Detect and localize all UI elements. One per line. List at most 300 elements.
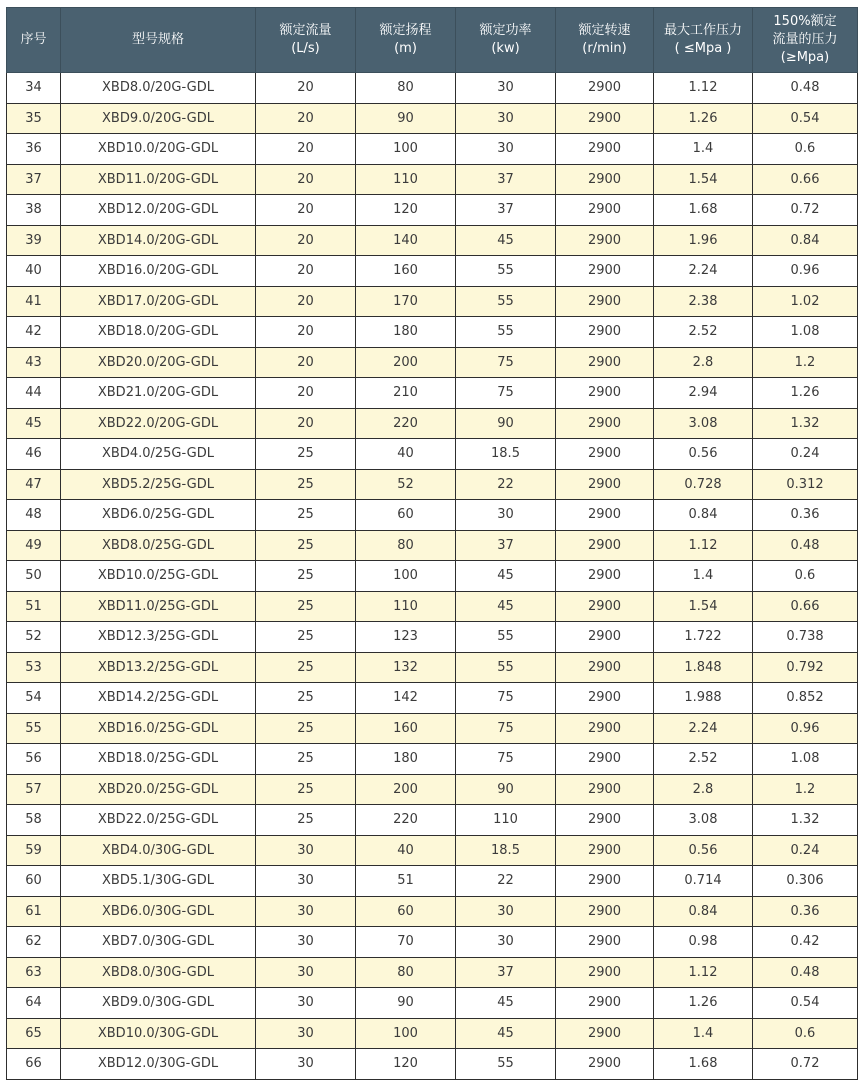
cell-max-pressure: 2.24 — [654, 713, 753, 744]
cell-rated-flow: 25 — [256, 652, 356, 683]
cell-model: XBD14.0/20G-GDL — [61, 225, 256, 256]
cell-150-flow-pressure: 0.42 — [753, 927, 858, 958]
cell-rated-flow: 30 — [256, 957, 356, 988]
table-row — [7, 500, 858, 531]
cell-rated-power: 37 — [456, 530, 556, 561]
cell-150-flow-pressure: 0.738 — [753, 622, 858, 653]
cell-model: XBD16.0/25G-GDL — [61, 713, 256, 744]
cell-rated-flow: 25 — [256, 469, 356, 500]
cell-rated-speed: 2900 — [556, 530, 654, 561]
cell-rated-flow: 20 — [256, 134, 356, 165]
cell-model: XBD7.0/30G-GDL — [61, 927, 256, 958]
cell-model: XBD14.2/25G-GDL — [61, 683, 256, 714]
cell-max-pressure: 1.12 — [654, 530, 753, 561]
cell-rated-flow: 30 — [256, 1049, 356, 1080]
cell-max-pressure: 1.96 — [654, 225, 753, 256]
cell-model: XBD11.0/20G-GDL — [61, 164, 256, 195]
cell-index: 49 — [7, 530, 61, 561]
cell-rated-flow: 25 — [256, 744, 356, 775]
cell-rated-head: 120 — [356, 1049, 456, 1080]
cell-rated-power: 37 — [456, 957, 556, 988]
cell-rated-flow: 25 — [256, 561, 356, 592]
table-row — [7, 622, 858, 653]
cell-max-pressure: 1.12 — [654, 957, 753, 988]
cell-max-pressure: 2.8 — [654, 347, 753, 378]
cell-rated-power: 22 — [456, 866, 556, 897]
table-row — [7, 988, 858, 1019]
cell-rated-head: 140 — [356, 225, 456, 256]
cell-rated-speed: 2900 — [556, 103, 654, 134]
cell-rated-power: 75 — [456, 378, 556, 409]
cell-model: XBD12.0/30G-GDL — [61, 1049, 256, 1080]
cell-150-flow-pressure: 1.32 — [753, 805, 858, 836]
cell-rated-head: 180 — [356, 317, 456, 348]
cell-rated-power: 37 — [456, 195, 556, 226]
pump-spec-table — [6, 7, 858, 1080]
cell-150-flow-pressure: 0.6 — [753, 1018, 858, 1049]
cell-150-flow-pressure: 0.96 — [753, 256, 858, 287]
table-row — [7, 103, 858, 134]
cell-150-flow-pressure: 0.54 — [753, 988, 858, 1019]
cell-rated-head: 110 — [356, 164, 456, 195]
cell-model: XBD8.0/25G-GDL — [61, 530, 256, 561]
cell-rated-flow: 20 — [256, 103, 356, 134]
table-row — [7, 683, 858, 714]
header-model — [61, 8, 256, 73]
cell-rated-speed: 2900 — [556, 317, 654, 348]
cell-rated-power: 18.5 — [456, 439, 556, 470]
cell-index: 52 — [7, 622, 61, 653]
cell-rated-speed: 2900 — [556, 561, 654, 592]
cell-rated-power: 90 — [456, 408, 556, 439]
cell-model: XBD12.0/20G-GDL — [61, 195, 256, 226]
cell-rated-speed: 2900 — [556, 591, 654, 622]
cell-index: 36 — [7, 134, 61, 165]
cell-rated-flow: 20 — [256, 225, 356, 256]
cell-index: 61 — [7, 896, 61, 927]
table-row — [7, 866, 858, 897]
cell-index: 34 — [7, 73, 61, 104]
cell-rated-flow: 25 — [256, 591, 356, 622]
cell-150-flow-pressure: 0.48 — [753, 530, 858, 561]
cell-rated-head: 170 — [356, 286, 456, 317]
cell-rated-head: 40 — [356, 835, 456, 866]
cell-rated-power: 45 — [456, 1018, 556, 1049]
cell-rated-flow: 25 — [256, 774, 356, 805]
cell-150-flow-pressure: 0.792 — [753, 652, 858, 683]
table-row — [7, 408, 858, 439]
cell-rated-flow: 20 — [256, 408, 356, 439]
header-line: 额定流量 — [279, 23, 332, 38]
cell-rated-head: 60 — [356, 896, 456, 927]
cell-rated-speed: 2900 — [556, 622, 654, 653]
cell-index: 51 — [7, 591, 61, 622]
cell-150-flow-pressure: 1.2 — [753, 347, 858, 378]
cell-rated-power: 30 — [456, 134, 556, 165]
cell-rated-head: 120 — [356, 195, 456, 226]
cell-max-pressure: 1.4 — [654, 561, 753, 592]
cell-rated-power: 30 — [456, 500, 556, 531]
cell-rated-speed: 2900 — [556, 866, 654, 897]
cell-model: XBD22.0/25G-GDL — [61, 805, 256, 836]
cell-index: 44 — [7, 378, 61, 409]
cell-rated-speed: 2900 — [556, 73, 654, 104]
header-line: 型号规格 — [131, 32, 184, 47]
cell-rated-power: 55 — [456, 622, 556, 653]
table-row — [7, 1049, 858, 1080]
header-rated-power — [456, 8, 556, 73]
cell-150-flow-pressure: 0.306 — [753, 866, 858, 897]
cell-index: 57 — [7, 774, 61, 805]
cell-150-flow-pressure: 1.32 — [753, 408, 858, 439]
table-row — [7, 744, 858, 775]
cell-rated-speed: 2900 — [556, 408, 654, 439]
cell-index: 37 — [7, 164, 61, 195]
cell-rated-speed: 2900 — [556, 286, 654, 317]
cell-150-flow-pressure: 0.54 — [753, 103, 858, 134]
cell-150-flow-pressure: 0.312 — [753, 469, 858, 500]
cell-index: 39 — [7, 225, 61, 256]
cell-max-pressure: 3.08 — [654, 408, 753, 439]
header-unit: (L/s) — [291, 41, 320, 56]
cell-model: XBD12.3/25G-GDL — [61, 622, 256, 653]
cell-rated-flow: 25 — [256, 713, 356, 744]
cell-max-pressure: 1.12 — [654, 73, 753, 104]
cell-rated-flow: 20 — [256, 195, 356, 226]
cell-rated-head: 40 — [356, 439, 456, 470]
cell-model: XBD5.1/30G-GDL — [61, 866, 256, 897]
cell-rated-speed: 2900 — [556, 652, 654, 683]
cell-rated-power: 55 — [456, 652, 556, 683]
cell-model: XBD8.0/20G-GDL — [61, 73, 256, 104]
cell-rated-flow: 20 — [256, 286, 356, 317]
cell-rated-power: 22 — [456, 469, 556, 500]
cell-model: XBD10.0/20G-GDL — [61, 134, 256, 165]
table-body — [7, 73, 858, 1080]
header-max-pressure — [654, 8, 753, 73]
cell-index: 56 — [7, 744, 61, 775]
cell-rated-head: 52 — [356, 469, 456, 500]
header-line: 流量的压力 — [772, 32, 838, 47]
table-row — [7, 378, 858, 409]
cell-rated-head: 100 — [356, 1018, 456, 1049]
cell-model: XBD10.0/25G-GDL — [61, 561, 256, 592]
cell-max-pressure: 1.54 — [654, 164, 753, 195]
cell-max-pressure: 1.4 — [654, 134, 753, 165]
cell-rated-speed: 2900 — [556, 256, 654, 287]
cell-rated-head: 60 — [356, 500, 456, 531]
cell-150-flow-pressure: 1.2 — [753, 774, 858, 805]
cell-rated-flow: 30 — [256, 927, 356, 958]
cell-rated-power: 55 — [456, 317, 556, 348]
header-rated-speed — [556, 8, 654, 73]
cell-index: 38 — [7, 195, 61, 226]
cell-rated-speed: 2900 — [556, 896, 654, 927]
cell-index: 66 — [7, 1049, 61, 1080]
cell-rated-power: 30 — [456, 896, 556, 927]
cell-rated-flow: 25 — [256, 622, 356, 653]
cell-rated-flow: 20 — [256, 164, 356, 195]
cell-rated-speed: 2900 — [556, 927, 654, 958]
cell-rated-head: 51 — [356, 866, 456, 897]
cell-rated-head: 220 — [356, 408, 456, 439]
cell-rated-flow: 20 — [256, 317, 356, 348]
cell-model: XBD17.0/20G-GDL — [61, 286, 256, 317]
table-row — [7, 347, 858, 378]
cell-rated-head: 110 — [356, 591, 456, 622]
cell-max-pressure: 2.38 — [654, 286, 753, 317]
table-row — [7, 469, 858, 500]
cell-150-flow-pressure: 0.72 — [753, 195, 858, 226]
cell-index: 41 — [7, 286, 61, 317]
cell-max-pressure: 1.68 — [654, 195, 753, 226]
cell-150-flow-pressure: 0.24 — [753, 439, 858, 470]
cell-index: 43 — [7, 347, 61, 378]
cell-model: XBD5.2/25G-GDL — [61, 469, 256, 500]
cell-rated-speed: 2900 — [556, 439, 654, 470]
cell-index: 46 — [7, 439, 61, 470]
cell-rated-head: 160 — [356, 713, 456, 744]
cell-rated-speed: 2900 — [556, 1018, 654, 1049]
cell-rated-speed: 2900 — [556, 378, 654, 409]
cell-rated-speed: 2900 — [556, 1049, 654, 1080]
cell-rated-power: 75 — [456, 744, 556, 775]
cell-model: XBD13.2/25G-GDL — [61, 652, 256, 683]
cell-rated-speed: 2900 — [556, 805, 654, 836]
cell-150-flow-pressure: 0.48 — [753, 957, 858, 988]
cell-rated-power: 55 — [456, 256, 556, 287]
cell-rated-power: 45 — [456, 225, 556, 256]
cell-rated-power: 18.5 — [456, 835, 556, 866]
cell-model: XBD8.0/30G-GDL — [61, 957, 256, 988]
cell-rated-power: 30 — [456, 103, 556, 134]
cell-model: XBD4.0/30G-GDL — [61, 835, 256, 866]
cell-max-pressure: 2.94 — [654, 378, 753, 409]
cell-rated-power: 30 — [456, 927, 556, 958]
cell-rated-speed: 2900 — [556, 469, 654, 500]
cell-model: XBD20.0/20G-GDL — [61, 347, 256, 378]
cell-rated-flow: 25 — [256, 500, 356, 531]
cell-max-pressure: 3.08 — [654, 805, 753, 836]
cell-model: XBD18.0/20G-GDL — [61, 317, 256, 348]
cell-rated-speed: 2900 — [556, 195, 654, 226]
cell-model: XBD21.0/20G-GDL — [61, 378, 256, 409]
cell-model: XBD18.0/25G-GDL — [61, 744, 256, 775]
cell-rated-flow: 30 — [256, 988, 356, 1019]
cell-150-flow-pressure: 0.48 — [753, 73, 858, 104]
cell-max-pressure: 2.52 — [654, 317, 753, 348]
header-unit: (≥Mpa) — [780, 50, 830, 65]
cell-max-pressure: 1.68 — [654, 1049, 753, 1080]
cell-max-pressure: 0.84 — [654, 500, 753, 531]
cell-index: 40 — [7, 256, 61, 287]
cell-rated-flow: 30 — [256, 1018, 356, 1049]
cell-model: XBD16.0/20G-GDL — [61, 256, 256, 287]
cell-rated-head: 80 — [356, 957, 456, 988]
cell-model: XBD20.0/25G-GDL — [61, 774, 256, 805]
table-row — [7, 713, 858, 744]
table-row — [7, 835, 858, 866]
cell-rated-power: 55 — [456, 1049, 556, 1080]
header-line: 额定扬程 — [379, 23, 432, 38]
cell-max-pressure: 1.26 — [654, 988, 753, 1019]
header-rated-head — [356, 8, 456, 73]
cell-rated-head: 80 — [356, 73, 456, 104]
cell-rated-head: 180 — [356, 744, 456, 775]
cell-rated-flow: 25 — [256, 530, 356, 561]
cell-rated-speed: 2900 — [556, 683, 654, 714]
table-row — [7, 256, 858, 287]
cell-rated-head: 70 — [356, 927, 456, 958]
cell-index: 42 — [7, 317, 61, 348]
cell-index: 50 — [7, 561, 61, 592]
cell-150-flow-pressure: 0.6 — [753, 134, 858, 165]
table-row — [7, 805, 858, 836]
header-line: 最大工作压力 — [663, 23, 742, 38]
header-line: 150%额定 — [773, 14, 837, 29]
cell-rated-flow: 20 — [256, 378, 356, 409]
cell-150-flow-pressure: 1.08 — [753, 317, 858, 348]
cell-rated-flow: 30 — [256, 896, 356, 927]
header-unit: (kw) — [491, 41, 520, 56]
cell-rated-flow: 20 — [256, 73, 356, 104]
cell-max-pressure: 2.24 — [654, 256, 753, 287]
table-row — [7, 225, 858, 256]
cell-max-pressure: 0.728 — [654, 469, 753, 500]
cell-index: 63 — [7, 957, 61, 988]
cell-rated-flow: 25 — [256, 805, 356, 836]
cell-rated-head: 142 — [356, 683, 456, 714]
cell-rated-power: 90 — [456, 774, 556, 805]
cell-max-pressure: 1.722 — [654, 622, 753, 653]
cell-rated-speed: 2900 — [556, 744, 654, 775]
cell-150-flow-pressure: 0.72 — [753, 1049, 858, 1080]
table-row — [7, 652, 858, 683]
cell-max-pressure: 1.26 — [654, 103, 753, 134]
header-row — [7, 8, 858, 73]
cell-max-pressure: 0.714 — [654, 866, 753, 897]
cell-rated-head: 200 — [356, 774, 456, 805]
cell-150-flow-pressure: 1.08 — [753, 744, 858, 775]
cell-rated-head: 100 — [356, 134, 456, 165]
cell-rated-head: 220 — [356, 805, 456, 836]
table-row — [7, 591, 858, 622]
cell-max-pressure: 1.848 — [654, 652, 753, 683]
cell-rated-speed: 2900 — [556, 774, 654, 805]
cell-model: XBD9.0/30G-GDL — [61, 988, 256, 1019]
cell-rated-head: 100 — [356, 561, 456, 592]
cell-rated-speed: 2900 — [556, 347, 654, 378]
table-header — [7, 8, 858, 73]
cell-model: XBD6.0/30G-GDL — [61, 896, 256, 927]
cell-index: 45 — [7, 408, 61, 439]
cell-index: 60 — [7, 866, 61, 897]
header-index — [7, 8, 61, 73]
table-row — [7, 134, 858, 165]
cell-rated-speed: 2900 — [556, 713, 654, 744]
cell-model: XBD22.0/20G-GDL — [61, 408, 256, 439]
cell-index: 64 — [7, 988, 61, 1019]
cell-rated-power: 45 — [456, 988, 556, 1019]
cell-rated-power: 75 — [456, 683, 556, 714]
header-rated-flow — [256, 8, 356, 73]
cell-index: 65 — [7, 1018, 61, 1049]
cell-rated-power: 55 — [456, 286, 556, 317]
cell-rated-power: 30 — [456, 73, 556, 104]
table-row — [7, 286, 858, 317]
cell-rated-head: 200 — [356, 347, 456, 378]
cell-index: 48 — [7, 500, 61, 531]
cell-rated-head: 90 — [356, 103, 456, 134]
cell-rated-head: 123 — [356, 622, 456, 653]
cell-max-pressure: 0.56 — [654, 439, 753, 470]
cell-rated-flow: 25 — [256, 683, 356, 714]
cell-150-flow-pressure: 0.36 — [753, 896, 858, 927]
cell-150-flow-pressure: 1.02 — [753, 286, 858, 317]
cell-max-pressure: 1.988 — [654, 683, 753, 714]
cell-rated-flow: 20 — [256, 256, 356, 287]
cell-rated-power: 110 — [456, 805, 556, 836]
pump-spec-table-container — [6, 7, 857, 1080]
table-row — [7, 530, 858, 561]
cell-index: 35 — [7, 103, 61, 134]
cell-rated-head: 210 — [356, 378, 456, 409]
cell-rated-flow: 30 — [256, 835, 356, 866]
cell-max-pressure: 0.98 — [654, 927, 753, 958]
cell-150-flow-pressure: 0.96 — [753, 713, 858, 744]
table-row — [7, 957, 858, 988]
cell-max-pressure: 1.54 — [654, 591, 753, 622]
cell-model: XBD6.0/25G-GDL — [61, 500, 256, 531]
cell-150-flow-pressure: 1.26 — [753, 378, 858, 409]
table-row — [7, 73, 858, 104]
cell-rated-flow: 20 — [256, 347, 356, 378]
cell-rated-head: 132 — [356, 652, 456, 683]
header-unit: ( ≤Mpa ) — [674, 41, 732, 56]
table-row — [7, 195, 858, 226]
table-row — [7, 927, 858, 958]
table-row — [7, 1018, 858, 1049]
header-line: 额定转速 — [578, 23, 631, 38]
cell-index: 59 — [7, 835, 61, 866]
cell-index: 58 — [7, 805, 61, 836]
cell-max-pressure: 2.52 — [654, 744, 753, 775]
cell-rated-speed: 2900 — [556, 134, 654, 165]
table-row — [7, 896, 858, 927]
cell-150-flow-pressure: 0.36 — [753, 500, 858, 531]
cell-index: 53 — [7, 652, 61, 683]
cell-150-flow-pressure: 0.84 — [753, 225, 858, 256]
table-row — [7, 317, 858, 348]
cell-rated-speed: 2900 — [556, 164, 654, 195]
cell-rated-power: 75 — [456, 347, 556, 378]
cell-150-flow-pressure: 0.66 — [753, 591, 858, 622]
cell-150-flow-pressure: 0.6 — [753, 561, 858, 592]
table-row — [7, 439, 858, 470]
cell-index: 62 — [7, 927, 61, 958]
table-row — [7, 561, 858, 592]
cell-model: XBD9.0/20G-GDL — [61, 103, 256, 134]
header-unit: (r/min) — [582, 41, 627, 56]
cell-rated-head: 160 — [356, 256, 456, 287]
cell-rated-speed: 2900 — [556, 225, 654, 256]
cell-rated-flow: 30 — [256, 866, 356, 897]
cell-rated-head: 80 — [356, 530, 456, 561]
cell-150-flow-pressure: 0.24 — [753, 835, 858, 866]
cell-rated-head: 90 — [356, 988, 456, 1019]
cell-max-pressure: 1.4 — [654, 1018, 753, 1049]
cell-rated-speed: 2900 — [556, 835, 654, 866]
